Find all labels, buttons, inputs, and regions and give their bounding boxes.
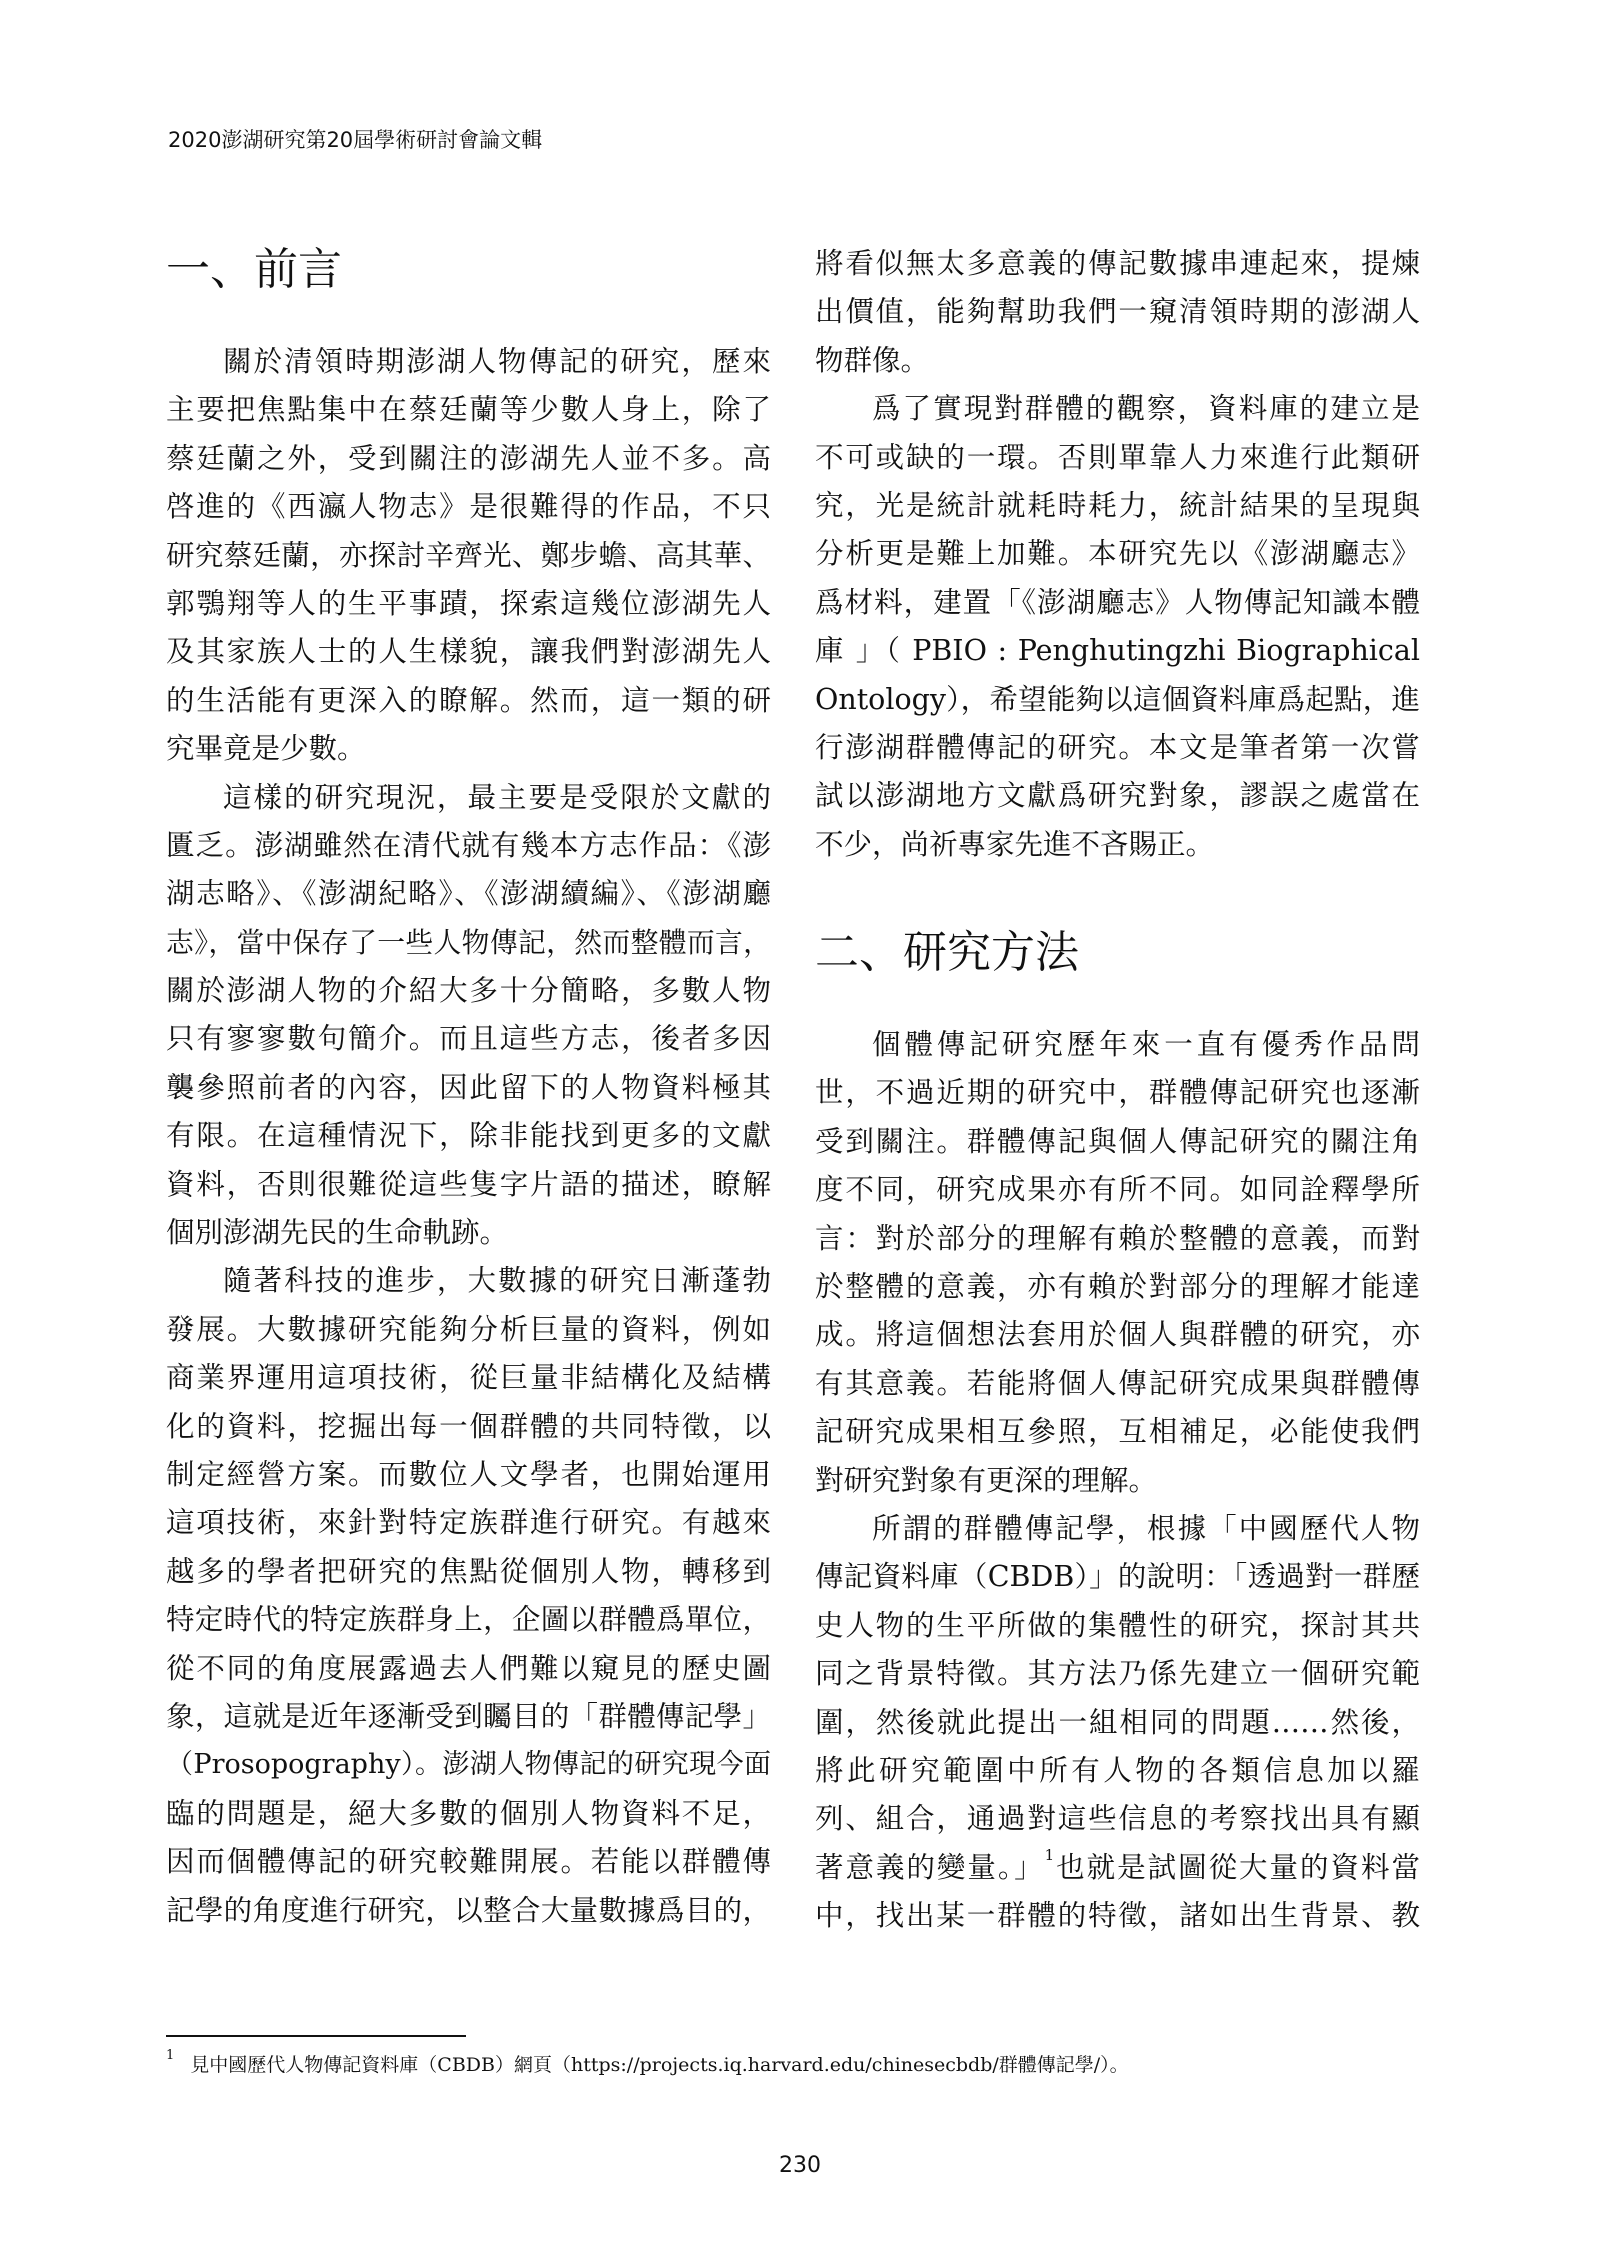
paragraph-line: 記研究成果相互參照，互相補足，必能使我們 — [815, 1415, 1420, 1449]
paragraph-line: 啓進的《西瀛人物志》是很難得的作品，不只 — [166, 490, 771, 524]
paragraph-line: 湖志略》、《澎湖紀略》、《澎湖續編》、《澎湖廳 — [166, 877, 771, 911]
paragraph-line: 有限。在這種情況下，除非能找到更多的文獻 — [166, 1119, 771, 1153]
paragraph-text: 也就是試圖從大量的資料當 — [1054, 1850, 1420, 1884]
paragraph-line: 個別澎湖先民的生命軌跡。 — [166, 1216, 509, 1250]
footnote-separator — [166, 2035, 466, 2037]
paragraph-line: Ontology），希望能夠以這個資料庫爲起點，進 — [815, 682, 1420, 716]
paragraph-line: 試以澎湖地方文獻爲研究對象，謬誤之處當在 — [815, 779, 1420, 813]
paragraph-line: 出價值，能夠幫助我們一窺清領時期的澎湖人 — [815, 295, 1420, 329]
paragraph-line: 物群像。 — [815, 343, 930, 377]
paragraph-line: 化的資料，挖掘出每一個群體的共同特徵，以 — [166, 1409, 771, 1443]
paragraph-line: 從不同的角度展露過去人們難以窺見的歷史圖 — [166, 1651, 771, 1685]
paragraph-line: 的生活能有更深入的瞭解。然而，這一類的研 — [166, 683, 771, 717]
paragraph-line: （Prosopography）。澎湖人物傳記的研究現今面 — [166, 1749, 771, 1781]
paragraph-line: 郭鶚翔等人的生平事蹟，探索這幾位澎湖先人 — [166, 586, 771, 620]
footnote-number: 1 — [166, 2048, 175, 2063]
paragraph-line: 將此研究範圍中所有人物的各類信息加以羅 — [815, 1753, 1420, 1787]
paragraph-line: 資料，否則很難從這些隻字片語的描述，瞭解 — [166, 1167, 771, 1201]
footnote-ref[interactable]: 1 — [1044, 1845, 1055, 1864]
footnote-text: 見中國歷代人物傳記資料庫（CBDB）網頁（https://projects.iq.harvard.edu/chinesecbdb/群體傳記學/）。 — [190, 2054, 1129, 2076]
paragraph-line: 世，不過近期的研究中，群體傳記研究也逐漸 — [815, 1076, 1420, 1110]
paragraph-line: 所謂的群體傳記學，根據「中國歷代人物 — [872, 1511, 1420, 1545]
paragraph-line: 商業界運用這項技術，從巨量非結構化及結構 — [166, 1361, 771, 1395]
paragraph-line: 匱乏。澎湖雖然在清代就有幾本方志作品：《澎 — [166, 828, 771, 862]
paragraph-line: 爲了實現對群體的觀察，資料庫的建立是 — [872, 392, 1420, 426]
paragraph-line: 記學的角度進行研究，以整合大量數據爲目的， — [166, 1893, 771, 1927]
paragraph-line: 於整體的意義，亦有賴於對部分的理解才能達 — [815, 1270, 1420, 1304]
paragraph-line: 庫 」（ PBIO : Penghutingzhi Biographical — [815, 634, 1420, 668]
paragraph-line: 列、組合，通過對這些信息的考察找出具有顯 — [815, 1802, 1420, 1836]
right-column — [815, 240, 1420, 1941]
paragraph-line: 關於清領時期澎湖人物傳記的研究，歷來 — [223, 345, 771, 378]
paragraph-line: 傳記資料庫（CBDB）」的說明：「透過對一群歷 — [815, 1560, 1420, 1594]
paragraph-line: 蔡廷蘭之外，受到關注的澎湖先人並不多。高 — [166, 441, 771, 475]
paragraph-line: 研究蔡廷蘭，亦探討辛齊光、鄭步蟾、高其華、 — [166, 538, 771, 572]
paragraph-line: 因而個體傳記的研究較難開展。若能以群體傳 — [166, 1845, 771, 1879]
section-heading-intro: 一、前言 — [166, 244, 342, 295]
paragraph-line: 圍，然後就此提出一組相同的問題……然後， — [815, 1705, 1420, 1739]
paragraph-line: 度不同，研究成果亦有所不同。如同詮釋學所 — [815, 1173, 1420, 1207]
paragraph-line: 史人物的生平所做的集體性的研究，探討其共 — [815, 1608, 1420, 1642]
paragraph-line: 對研究對象有更深的理解。 — [815, 1463, 1158, 1497]
paragraph-line: 發展。大數據研究能夠分析巨量的資料，例如 — [166, 1312, 771, 1346]
paragraph-line: 象，這就是近年逐漸受到矚目的「群體傳記學」 — [166, 1699, 771, 1733]
paragraph-line: 志》，當中保存了一些人物傳記，然而整體而言， — [166, 925, 771, 959]
paragraph-line: 成。將這個想法套用於個人與群體的研究，亦 — [815, 1318, 1420, 1352]
footnote — [166, 2050, 1129, 2077]
paragraph-line: 中，找出某一群體的特徵，諸如出生背景、教 — [815, 1899, 1420, 1933]
paragraph-line: 越多的學者把研究的焦點從個別人物，轉移到 — [166, 1554, 771, 1588]
page-number: 230 — [779, 2153, 821, 2178]
section-heading-methods: 二、研究方法 — [815, 927, 1079, 979]
paragraph-line: 隨著科技的進步，大數據的研究日漸蓬勃 — [223, 1264, 771, 1298]
paragraph-line: 個體傳記研究歷年來一直有優秀作品問 — [872, 1028, 1420, 1062]
paragraph-line: 行澎湖群體傳記的研究。本文是筆者第一次嘗 — [815, 730, 1420, 764]
paragraph-line: 這樣的研究現況，最主要是受限於文獻的 — [223, 780, 771, 814]
paragraph-line: 這項技術，來針對特定族群進行研究。有越來 — [166, 1506, 771, 1540]
paragraph-line: 不少，尚祈專家先進不吝賜正。 — [815, 827, 1215, 861]
paragraph-line: 分析更是難上加難。本研究先以《澎湖廳志》 — [815, 537, 1420, 571]
paragraph-line: 關於澎湖人物的介紹大多十分簡略，多數人物 — [166, 974, 771, 1008]
paragraph-line: 不可或缺的一環。否則單靠人力來進行此類研 — [815, 440, 1420, 474]
paragraph-line: 襲參照前者的內容，因此留下的人物資料極其 — [166, 1070, 771, 1104]
paragraph-line-with-footnote-ref — [815, 1844, 1420, 1892]
quote-end: 著意義的變量。」 — [815, 1850, 1045, 1884]
paragraph-line: 究，光是統計就耗時耗力，統計結果的呈現與 — [815, 488, 1420, 522]
paragraph-line: 爲材料，建置「《澎湖廳志》人物傳記知識本體 — [815, 585, 1420, 619]
paragraph-line: 主要把焦點集中在蔡廷蘭等少數人身上，除了 — [166, 393, 771, 427]
paragraph-line: 有其意義。若能將個人傳記研究成果與群體傳 — [815, 1366, 1420, 1400]
paragraph-line: 受到關注。群體傳記與個人傳記研究的關注角 — [815, 1124, 1420, 1158]
paragraph-line: 及其家族人士的人生樣貌，讓我們對澎湖先人 — [166, 635, 771, 669]
paragraph-line: 只有寥寥數句簡介。而且這些方志，後者多因 — [166, 1022, 771, 1056]
left-column — [166, 240, 771, 1935]
paragraph-line: 制定經營方案。而數位人文學者，也開始運用 — [166, 1457, 771, 1491]
paragraph-line: 同之背景特徵。其方法乃係先建立一個研究範 — [815, 1657, 1420, 1691]
paragraph-line: 將看似無太多意義的傳記數據串連起來，提煉 — [815, 247, 1420, 280]
running-head: 2020澎湖研究第20屆學術研討會論文輯 — [168, 128, 543, 152]
paragraph-line: 特定時代的特定族群身上，企圖以群體爲單位， — [166, 1603, 771, 1637]
paragraph-line: 究畢竟是少數。 — [166, 732, 366, 766]
paragraph-line: 言：對於部分的理解有賴於整體的意義，而對 — [815, 1221, 1420, 1255]
paragraph-line: 臨的問題是，絕大多數的個別人物資料不足， — [166, 1796, 771, 1830]
